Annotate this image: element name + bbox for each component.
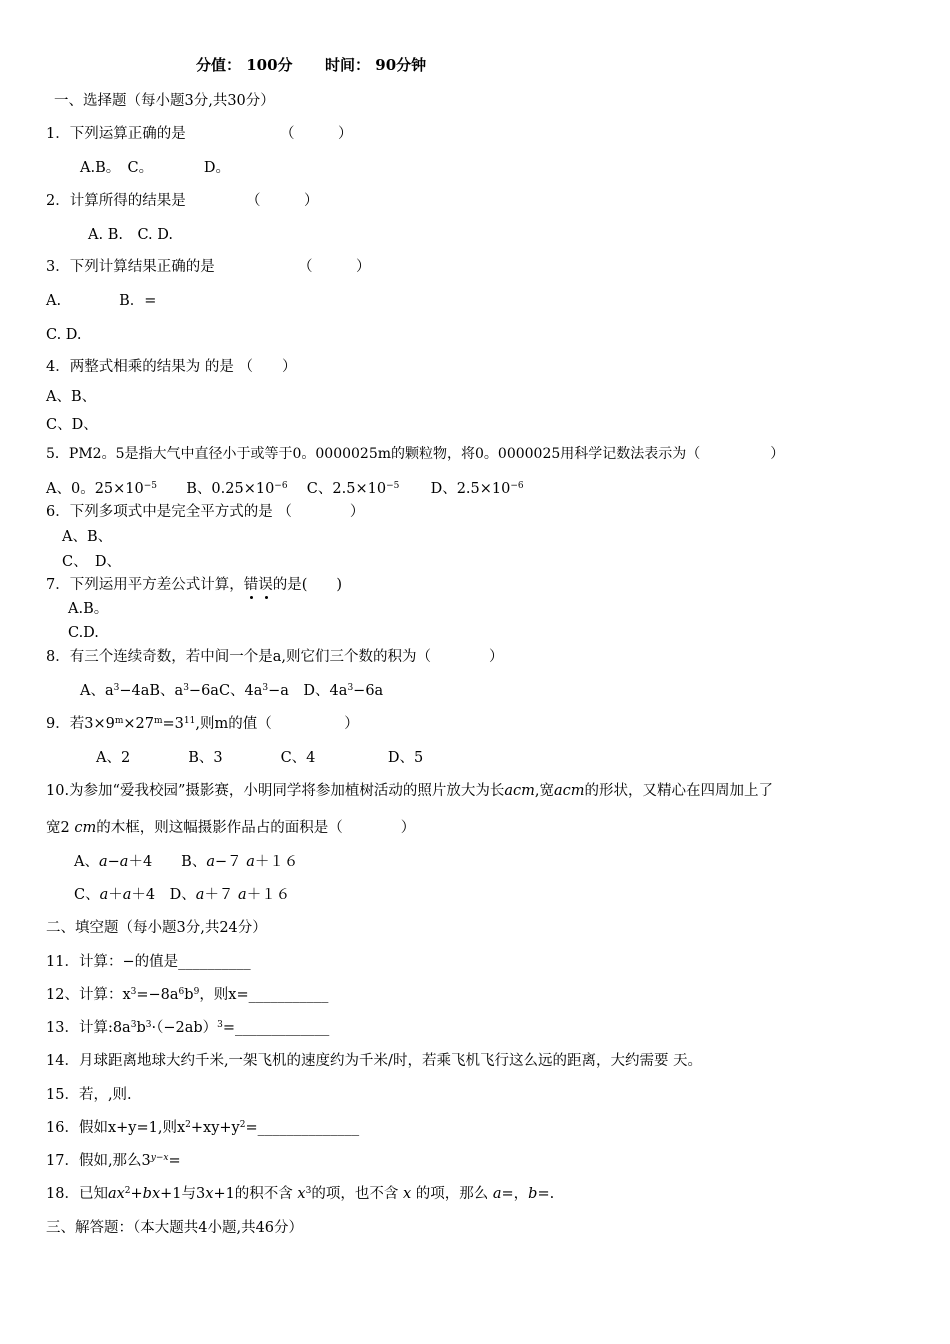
score-header bbox=[196, 56, 426, 74]
question-1-options: A.B。 C。 D。 bbox=[80, 160, 230, 176]
question-4-options-cd: C、D、 bbox=[46, 417, 98, 433]
question-8: 8．有三个连续奇数，若中间一个是a,则它们三个数的积为（ ） bbox=[46, 649, 504, 665]
question-18: 18．已知$ax^2+bx+1$与3x+1的积不含 $x^3$的项，也不含 x 的项，那么 a=，b=. bbox=[46, 1186, 555, 1202]
question-2: 2．计算所得的结果是 （ ） bbox=[46, 193, 319, 209]
question-12: 12、计算：$x^3=-8a^6b^9$，则x=___________ bbox=[46, 987, 329, 1003]
question-6: 6．下列多项式中是完全平方式的是 （ ） bbox=[46, 504, 365, 520]
question-6-options-cd: C、 D、 bbox=[62, 554, 121, 570]
question-3-options-cd: C. D. bbox=[46, 327, 82, 343]
time-label: 时间： bbox=[325, 56, 371, 74]
question-6-options-ab: A、B、 bbox=[62, 529, 113, 545]
question-17: 17．假如,那么$3^{y-x}=$ bbox=[46, 1153, 181, 1169]
question-8-options: A、$a^3-4aB$、$a^3-6aC$、$4a^3-a$ D、$4a^3-6a$ bbox=[80, 683, 384, 699]
question-10-line2: 宽2 cm的木框，则这幅摄影作品占的面积是（ ） bbox=[46, 820, 416, 836]
time-value: 90分钟 bbox=[375, 56, 427, 74]
question-10-line1: 10.为参加“爱我校园”摄影赛，小明同学将参加植树活动的照片放大为长acm,宽acm的形状，又精心在四周加上了 bbox=[46, 783, 774, 799]
section1-title: 一、选择题（每小题3分,共30分） bbox=[54, 93, 275, 109]
question-4-options-ab: A、B、 bbox=[46, 389, 97, 405]
question-10-options-ab: A、a−a＋4 B、a−７ a＋１６ bbox=[74, 854, 299, 870]
question-15: 15．若，,则. bbox=[46, 1087, 132, 1103]
question-9: 9．若$3\times 9^m\times 27^m=3^{11}$,则m的值（ ） bbox=[46, 716, 359, 732]
question-3-options-ab: A. B．= bbox=[46, 293, 157, 309]
score-value: 100分 bbox=[246, 56, 293, 74]
question-9-options: A、2 B、3 C、4 D、5 bbox=[96, 750, 424, 766]
question-7-options-ab: A.B。 bbox=[68, 601, 109, 617]
question-7-options-cd: C.D. bbox=[68, 625, 99, 641]
question-14: 14．月球距离地球大约千米,一架飞机的速度约为千米/时，若乘飞机飞行这么远的距离，大约需要 天。 bbox=[46, 1053, 703, 1069]
section2-title: 二、填空题（每小题3分,共24分） bbox=[46, 920, 267, 936]
score-label: 分值： bbox=[196, 56, 242, 74]
question-1: 1．下列运算正确的是 （ ） bbox=[46, 126, 353, 142]
question-5-options: A、0。$25\times 10^{-5}$ B、$0.25\times 10^{-6}$ C、$2.5\times 10^{-5}$ D、$2.5\times 10^{-6}$ bbox=[46, 481, 524, 497]
question-2-options: A. B. C. D. bbox=[88, 227, 173, 243]
question-5: 5．PM2。5是指大气中直径小于或等于0。0000025m的颗粒物，将0。0000025用科学记数法表示为（ ） bbox=[46, 446, 785, 462]
question-4: 4．两整式相乘的结果为 的是 （ ） bbox=[46, 359, 297, 375]
question-3: 3．下列计算结果正确的是 （ ） bbox=[46, 259, 371, 275]
question-7: 7．下列运用平方差公式计算，错误的是( ) bbox=[46, 577, 343, 593]
question-11: 11．计算：−的值是__________ bbox=[46, 954, 251, 970]
question-13: 13．计算$:8a^3b^3\cdot(-2ab)^3=\_\_\_\_\_\_\_\_\_\_\_\_\_$ bbox=[46, 1020, 330, 1036]
section3-title: 三、解答题：（本大题共4小题,共46分） bbox=[46, 1220, 304, 1236]
question-16: 16．假如x+y=1,则$x^2+xy+y^2=\_\_\_\_\_\_\_\_\_\_\_\_\_\_$ bbox=[46, 1120, 360, 1136]
question-10-options-cd: C、a＋a＋4 D、a＋７ a＋１６ bbox=[74, 887, 291, 903]
